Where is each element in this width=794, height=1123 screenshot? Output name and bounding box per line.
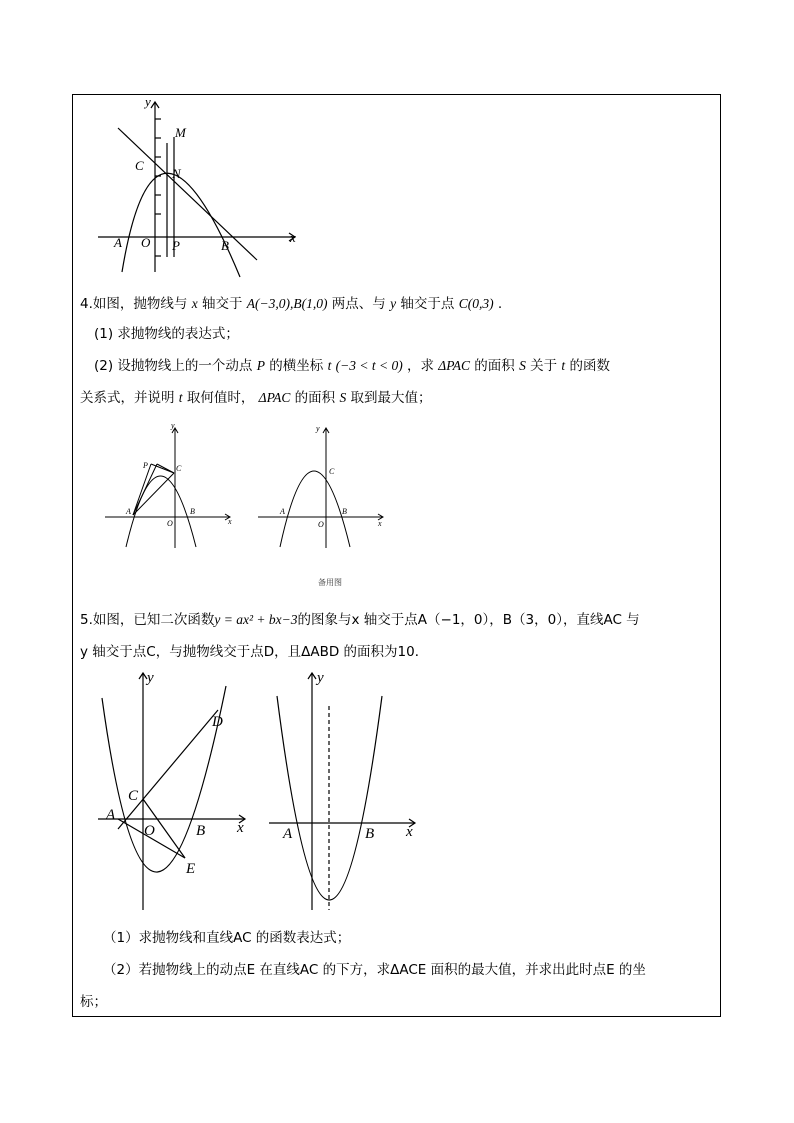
q4-stem-b: 轴交于 bbox=[201, 296, 243, 312]
q4-stem-a: .如图，抛物线与 bbox=[88, 296, 188, 312]
fig2l-O-label: O bbox=[167, 519, 173, 528]
fig1-N-label: N bbox=[172, 166, 181, 181]
fig3l-y-label: y bbox=[147, 670, 154, 686]
q4-p2-a: (2) 设抛物线上的一个动点 bbox=[94, 358, 253, 374]
fig1-P-label: P bbox=[172, 238, 180, 253]
fig1-A-label: A bbox=[114, 235, 122, 250]
q4-p2-e: 关于 bbox=[530, 358, 558, 374]
fig2r-C-label: C bbox=[329, 467, 335, 476]
q4-stem-c: 两点、与 bbox=[331, 296, 386, 312]
q5-part2-line1: （2）若抛物线上的动点E 在直线AC 的下方，求ΔACE 面积的最大值，并求出此时点E 的坐 bbox=[103, 962, 646, 978]
fig2r-B-label: B bbox=[342, 507, 347, 516]
fig2l-B-label: B bbox=[190, 507, 195, 516]
q4-stem-d: 轴交于点 bbox=[400, 296, 455, 312]
q4-p2-j: 取到最大值； bbox=[350, 390, 432, 406]
fig1-y-label: y bbox=[145, 94, 151, 109]
q4-stem bbox=[80, 294, 502, 314]
fig3r-x-label: x bbox=[406, 824, 413, 840]
q4-p2-t3: t bbox=[178, 390, 183, 405]
q4-point-c: C(0,3) bbox=[458, 296, 494, 311]
fig2r-y-label: y bbox=[316, 424, 320, 433]
fig2l-A-label: A bbox=[126, 507, 131, 516]
q4-p2-P: P bbox=[256, 358, 265, 373]
q4-part2-line1 bbox=[94, 356, 610, 376]
q4-number: 4 bbox=[80, 296, 89, 312]
fig1-x-label: x bbox=[290, 230, 296, 245]
figure-3-right bbox=[265, 668, 430, 913]
q4-p2-f: 的函数 bbox=[569, 358, 610, 374]
fig1-O-label: O bbox=[141, 235, 151, 250]
q4-p2-g: 关系式，并说明 bbox=[80, 390, 175, 406]
fig2r-x-label: x bbox=[378, 519, 382, 528]
fig3r-B-label: B bbox=[365, 826, 375, 842]
figure-2-left bbox=[100, 420, 240, 550]
fig3l-C-label: C bbox=[128, 788, 139, 804]
fig2l-C-label: C bbox=[176, 464, 182, 473]
fig3l-E-label: E bbox=[186, 861, 196, 877]
fig3l-A-label: A bbox=[106, 807, 116, 823]
q4-p2-t2: t bbox=[561, 358, 566, 373]
q4-p2-S: S bbox=[519, 358, 526, 373]
fig2l-y-label: y bbox=[171, 421, 175, 430]
q4-p2-i: 的面积 bbox=[294, 390, 336, 406]
figure-3-left bbox=[95, 668, 260, 913]
figure-2-right bbox=[253, 420, 393, 550]
q5-l1-a: 5.如图，已知二次函数 bbox=[80, 612, 215, 628]
backup-figure-caption: 备用图 bbox=[318, 578, 342, 587]
q4-p2-c: ，求 bbox=[407, 358, 434, 374]
fig1-B-label: B bbox=[221, 238, 229, 253]
q5-line1 bbox=[80, 610, 640, 630]
fig2r-A-label: A bbox=[280, 507, 285, 516]
q4-points-ab: A(−3,0),B(1,0) bbox=[246, 296, 328, 311]
fig3r-A-label: A bbox=[283, 826, 293, 842]
q4-p2-t: t bbox=[327, 358, 332, 373]
q4-p2-tri2: ΔPAC bbox=[258, 390, 291, 405]
q4-p2-d: 的面积 bbox=[474, 358, 515, 374]
q4-stem-e: . bbox=[497, 296, 503, 312]
fig2l-x-label: x bbox=[228, 517, 232, 526]
fig2l-P-label: P bbox=[143, 461, 148, 470]
q5-line2: y 轴交于点C，与抛物线交于点D，且ΔABD 的面积为10． bbox=[80, 644, 429, 660]
q4-x: x bbox=[191, 296, 198, 311]
figure-1 bbox=[90, 92, 320, 287]
q4-part1: (1) 求抛物线的表达式； bbox=[94, 326, 239, 342]
fig1-C-label: C bbox=[135, 158, 144, 173]
fig3l-x-label: x bbox=[237, 820, 244, 836]
q5-part1: （1）求抛物线和直线AC 的函数表达式； bbox=[103, 930, 351, 946]
q4-p2-range: (−3 < t < 0) bbox=[335, 358, 403, 373]
q5-l1-b: 的图象与x 轴交于点A（−1，0），B（3，0），直线AC 与 bbox=[297, 612, 640, 628]
fig3r-y-label: y bbox=[317, 670, 324, 686]
fig2r-O-label: O bbox=[318, 520, 324, 529]
q4-part2-line2 bbox=[80, 388, 431, 408]
fig1-M-label: M bbox=[175, 125, 186, 140]
q4-p2-b: 的横坐标 bbox=[269, 358, 324, 374]
q4-p2-tri: ΔPAC bbox=[438, 358, 470, 373]
fig3l-D-label: D bbox=[212, 714, 223, 730]
fig3l-B-label: B bbox=[196, 823, 206, 839]
q5-part2-line2: 标； bbox=[80, 994, 107, 1010]
fig3l-O-label: O bbox=[144, 823, 155, 839]
q4-p2-h: 取何值时， bbox=[186, 390, 255, 406]
q4-p2-S2: S bbox=[339, 390, 347, 405]
q5-formula: y = ax² + bx−3 bbox=[214, 612, 298, 627]
q4-y: y bbox=[390, 296, 397, 311]
